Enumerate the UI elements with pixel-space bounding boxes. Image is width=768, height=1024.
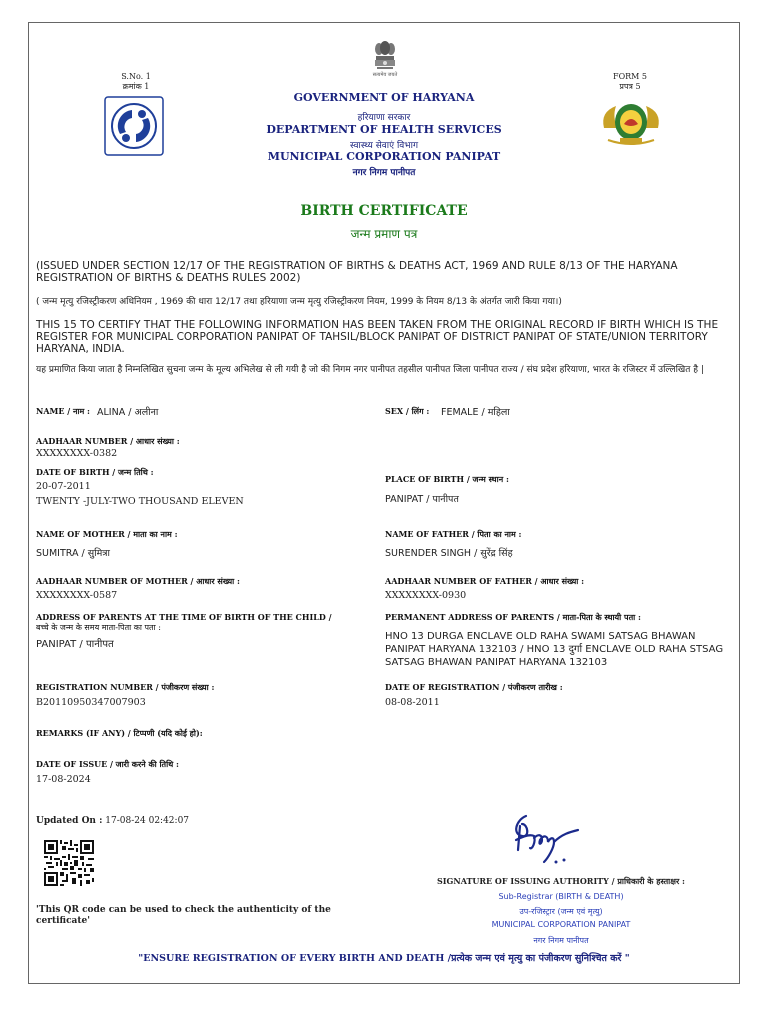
corp-title: MUNICIPAL CORPORATION PANIPAT [267, 150, 501, 163]
pob-value: PANIPAT / पानीपत [385, 494, 459, 505]
certify-text: THIS 15 TO CERTIFY THAT THE FOLLOWING INFORMATION HAS BEEN TAKEN FROM THE ORIGINAL RECORD IF BIRTH WHICH IS THE REGISTER FOR MUNICIPAL CORPORATION PANIPAT OF TAHSIL/BLOCK PANIPAT OF DISTRICT PANIPAT OF STATE/UNION TERRITORY HARYANA, INDIA. [36, 319, 719, 355]
name-value: ALINA / अलीना [97, 407, 159, 418]
dob-value: 20-07-2011 [36, 481, 91, 492]
mother-name-label: NAME OF MOTHER / माता का नाम : [36, 529, 178, 539]
certificate-title-hindi: जन्म प्रमाण पत्र [350, 227, 418, 241]
emblem-caption: सत्यमेव जयते [372, 72, 398, 78]
birth-address-value: PANIPAT / पानीपत [36, 639, 114, 650]
signature-label: SIGNATURE OF ISSUING AUTHORITY / प्राधिकारी के हस्ताक्षर : [437, 876, 685, 886]
form-number-en: FORM 5 [613, 72, 647, 81]
dept-title-hindi: स्वास्थ्य सेवाएं विभाग [349, 141, 419, 151]
dept-title: DEPARTMENT OF HEALTH SERVICES [266, 123, 502, 136]
sex-value: FEMALE / महिला [441, 407, 510, 418]
sub-registrar-title-hindi: उप-रजिस्ट्रार (जन्म एवं मृत्यु) [519, 907, 603, 916]
permanent-address-value: HNO 13 DURGA ENCLAVE OLD RAHA SWAMI SATSAG BHAWAN PANIPAT HARYANA 132103 / HNO 13 दुर्गा ENCLAVE OLD RAHA STSAG SATSAG BHAWAN PANIPAT HARYANA 132103 [385, 631, 724, 668]
father-name-value: SURENDER SINGH / सुरेंद्र सिंह [385, 548, 513, 559]
updated-on [36, 816, 189, 826]
father-aadhaar-value: XXXXXXXX-0930 [385, 590, 467, 601]
form-number-hi: प्रपत्र 5 [619, 82, 641, 91]
signature-image [508, 806, 586, 868]
footer-corp-name-hindi: नगर निगम पानीपत [533, 936, 589, 945]
serial-number [106, 72, 166, 92]
serial-number-hi: क्रमांक 1 [122, 82, 150, 91]
aadhaar-label: AADHAAR NUMBER / आधार संख्या : [36, 436, 180, 446]
qr-code-icon[interactable] [44, 840, 94, 886]
birth-address-label-hindi: बच्चे के जन्म के समय माता-पिता का पता : [36, 623, 161, 632]
mother-name-value: SUMITRA / सुमित्रा [36, 548, 111, 559]
registration-date-label: DATE OF REGISTRATION / पंजीकरण तारीख : [385, 682, 563, 692]
sub-registrar-title: Sub-Registrar (BIRTH & DEATH) [498, 892, 624, 901]
aadhaar-value: XXXXXXXX-0382 [36, 448, 118, 459]
corp-title-hindi: नगर निगम पानीपत [352, 168, 416, 178]
certificate-title: BIRTH CERTIFICATE [300, 203, 468, 219]
registration-number-label: REGISTRATION NUMBER / पंजीकरण संख्या : [36, 682, 215, 692]
issue-date-value: 17-08-2024 [36, 774, 91, 785]
name-label: NAME / नाम : [36, 406, 90, 416]
sex-label: SEX / लिंग : [385, 406, 430, 416]
form-number [600, 72, 660, 92]
slogan: "ENSURE REGISTRATION OF EVERY BIRTH AND DEATH /प्रत्येक जन्म एवं मृत्यु का पंजीकरण सुनिश्चित करें " [138, 953, 630, 964]
serial-number-en: S.No. 1 [121, 72, 151, 81]
father-name-label: NAME OF FATHER / पिता का नाम : [385, 529, 522, 539]
updated-on-label: Updated On : [36, 816, 103, 826]
mother-aadhaar-label: AADHAAR NUMBER OF MOTHER / आधार संख्या : [36, 576, 240, 586]
birth-address-label: ADDRESS OF PARENTS AT THE TIME OF BIRTH OF THE CHILD / [36, 612, 332, 622]
certify-text-hindi: यह प्रमाणित किया जाता है निम्नलिखित सुचना जन्म के मूल्य अभिलेख से ली गयी है जो की निगम नगर पानीपत तहसील पानीपत जिला पानीपत राज्य / संघ प्रदेश हरियाणा, भारत के रजिस्टर में उल्लिखित है | [36, 365, 704, 375]
footer-corp-name: MUNICIPAL CORPORATION PANIPAT [491, 920, 631, 929]
issue-date-label: DATE OF ISSUE / जारी करने की तिथि : [36, 759, 179, 769]
mother-aadhaar-value: XXXXXXXX-0587 [36, 590, 118, 601]
dob-words: TWENTY -JULY-TWO THOUSAND ELEVEN [36, 496, 244, 507]
updated-on-value: 17-08-24 02:42:07 [105, 816, 190, 826]
issued-under-text-hindi: ( जन्म मृत्यु रजिस्ट्रीकरण अधिनियम , 1969 की धारा 12/17 तथा हरियाणा जन्म मृत्यु रजिस्ट्रीकरण नियम, 1999 के नियम 8/13 के अंतर्गत जारी किया गया।) [36, 297, 562, 307]
issued-under-text: (ISSUED UNDER SECTION 12/17 OF THE REGISTRATION OF BIRTHS & DEATHS ACT, 1969 AND RULE 8/13 OF THE HARYANA REGISTRATION OF BIRTHS & DEATHS RULES 2002) [36, 260, 678, 284]
govt-title: GOVERNMENT OF HARYANA [293, 91, 475, 104]
father-aadhaar-label: AADHAAR NUMBER OF FATHER / आधार संख्या : [385, 576, 585, 586]
pob-label: PLACE OF BIRTH / जन्म स्थान : [385, 474, 509, 484]
dob-label: DATE OF BIRTH / जन्म तिथि : [36, 467, 154, 477]
govt-title-hindi: हरियाणा सरकार [357, 113, 411, 123]
permanent-address-label: PERMANENT ADDRESS OF PARENTS / माता-पिता के स्थायी पता : [385, 612, 641, 622]
registration-date-value: 08-08-2011 [385, 697, 440, 708]
remarks-label: REMARKS (IF ANY) / टिप्पणी (यदि कोई हो): [36, 728, 203, 738]
qr-note: 'This QR code can be used to check the authenticity of the certificate' [36, 905, 331, 926]
registration-number-value: B20110950347007903 [36, 697, 146, 708]
